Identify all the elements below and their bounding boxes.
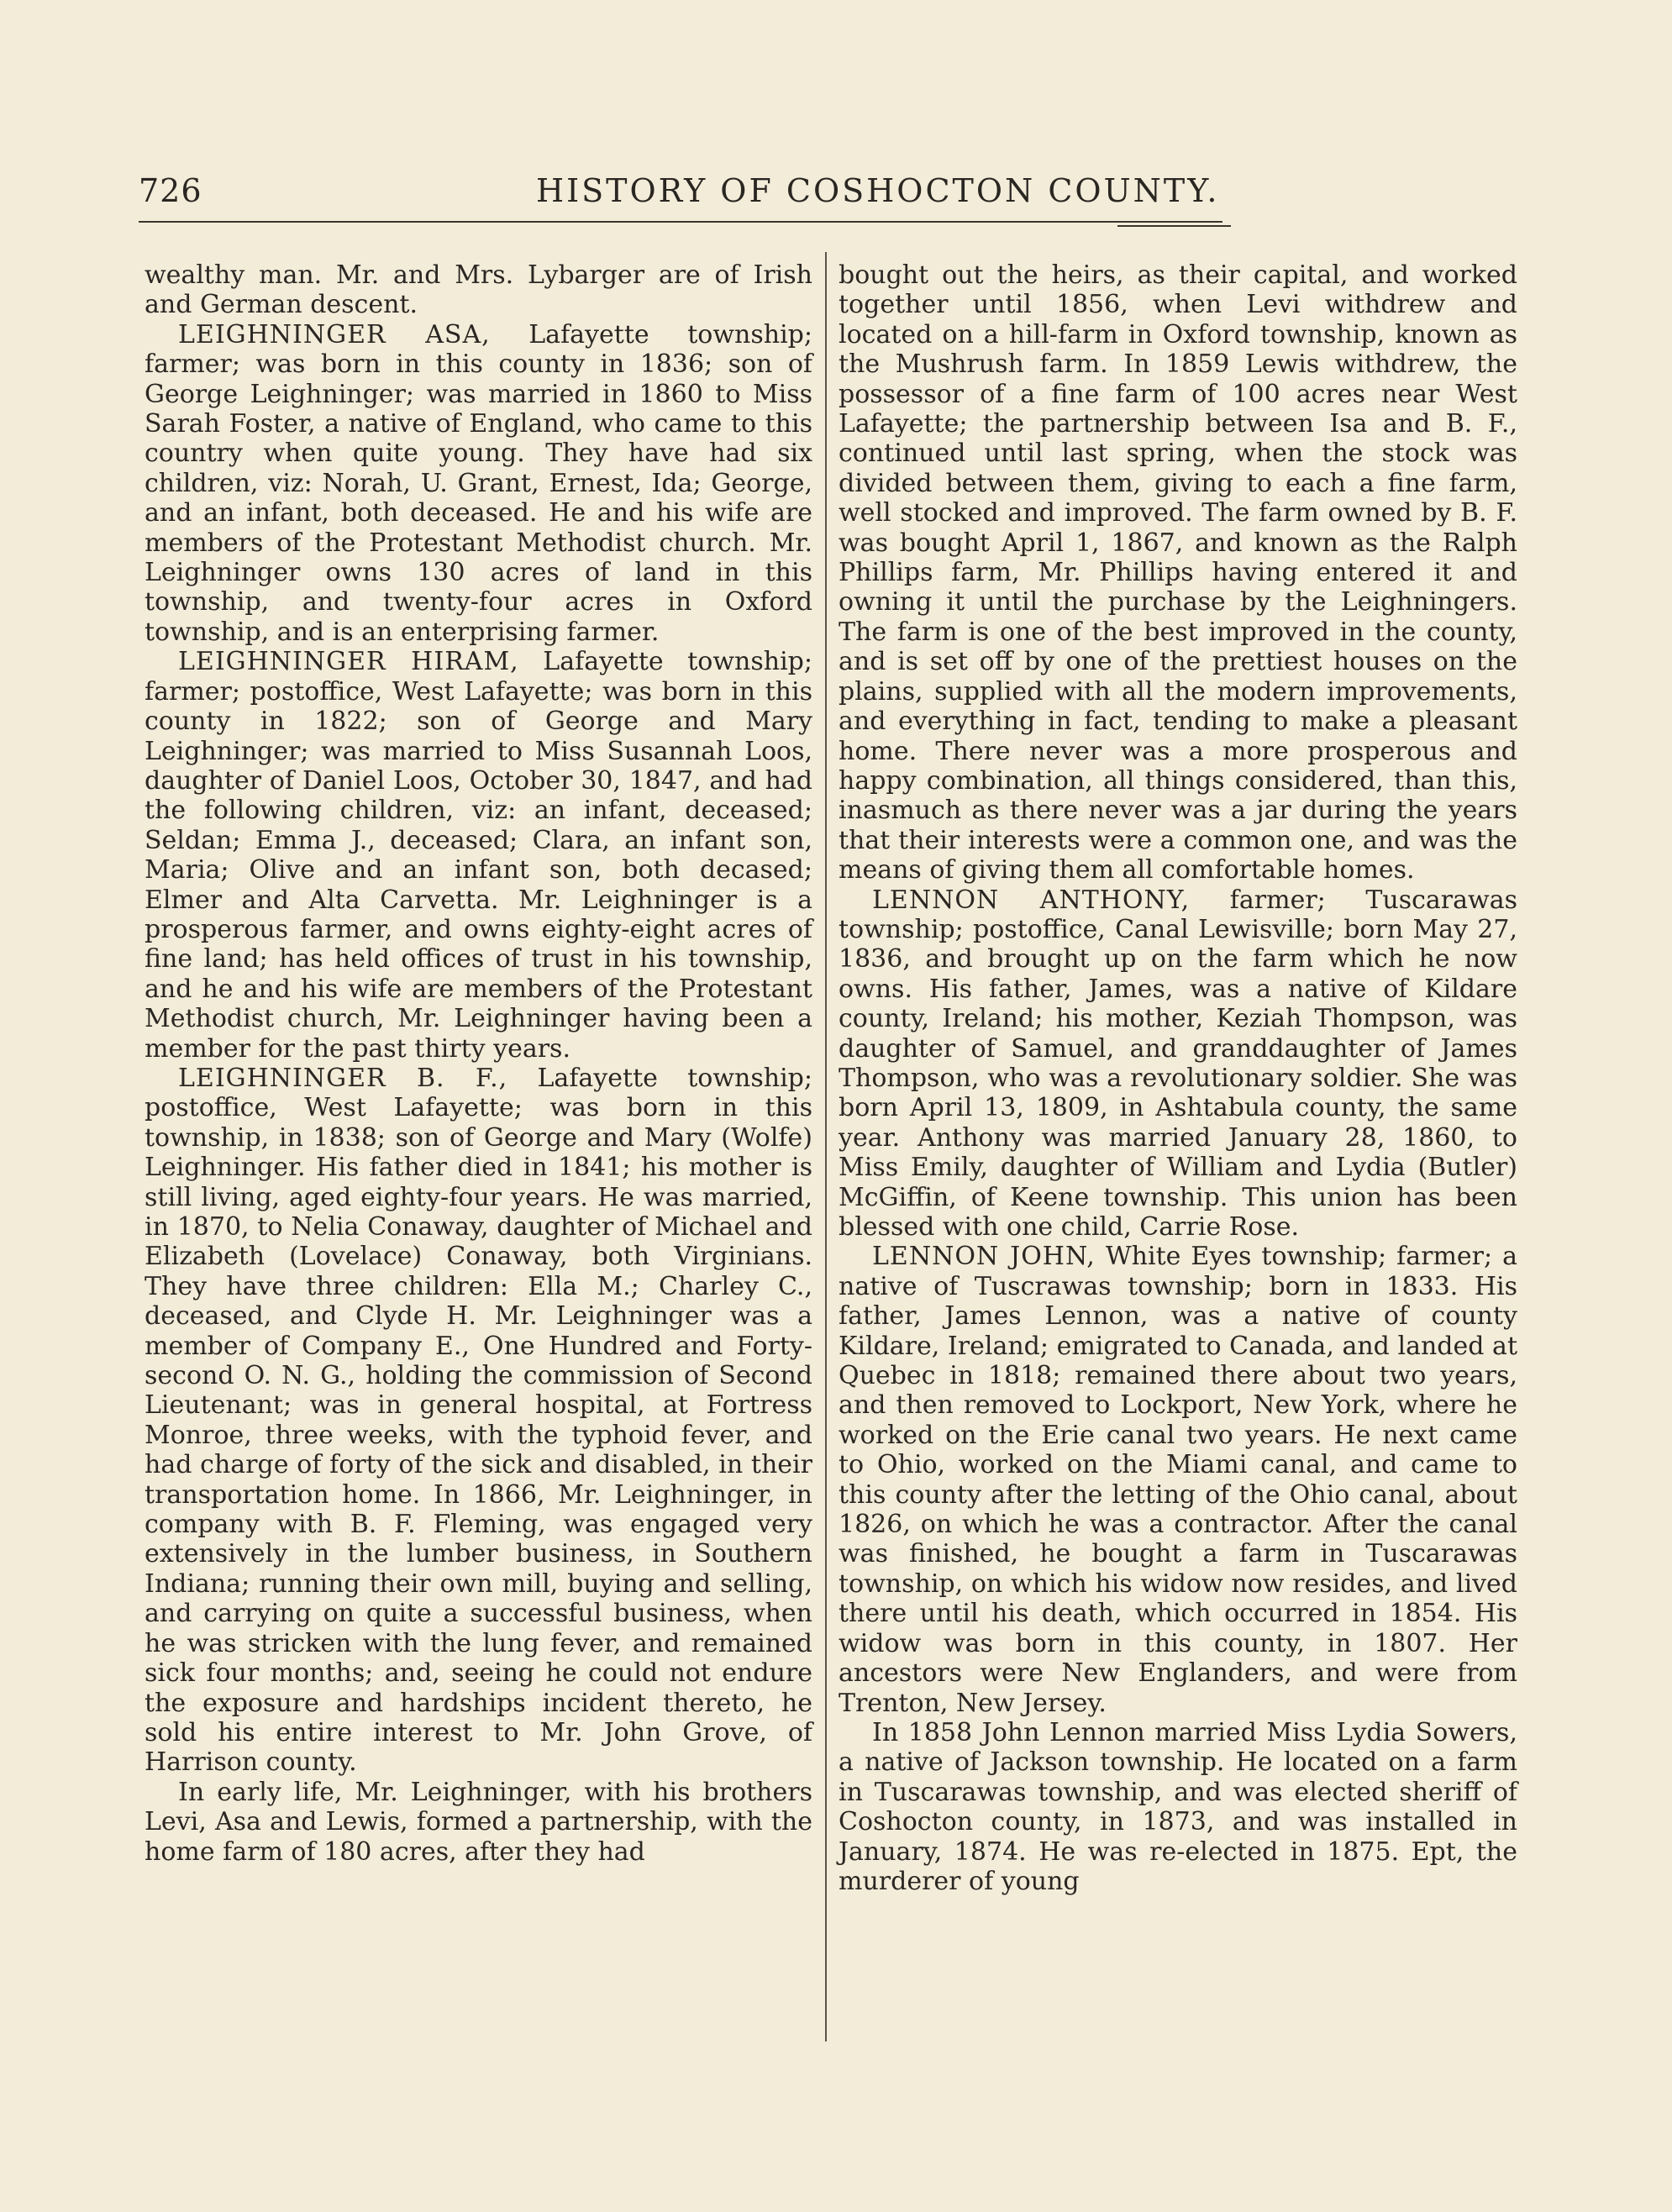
entry-text: White Eyes township; farmer; a native of Tuscrawas township; born in 1833. His father, James Lennon, was a native of county Kildare, Ireland; emigrated to Canada, and landed at Quebec in 1818; remained there about two years, and then removed to Lockport, New York, where he worked on the Erie canal two years. He next came to Ohio, worked on the Miami canal, and came to this county after the letting of the Ohio canal, about 1826, on which he was a contractor. After the canal was finished, he bought a farm in Tuscarawas township, on which his widow now resides, and lived there until his death, which occurred in 1854. His widow was born in this county, in 1807. Her ancestors were New Englanders, and were from Trenton, New Jersey.: [839, 1242, 1518, 1718]
entry-name: LENNON JOHN,: [872, 1242, 1096, 1272]
entry-text: Lafayette township; farmer; postoffice, West Lafayette; was born in this county in 1822; son of George and Mary Leighninger; was married to Miss Susannah Loos, daughter of Daniel Loos, October 30, 1847, and had the following children, viz: an infant, deceased; Seldan; Emma J., deceased; Clara, an infant son, Maria; Olive and an infant son, both decased; Elmer and Alta Carvetta. Mr. Leighninger is a prosperous farmer, and owns eighty-eight acres of fine land; has held offices of trust in his township, and he and his wife are members of the Protestant Methodist church, Mr. Leighninger having been a member for the past thirty years.: [145, 647, 812, 1064]
header-rule: [139, 221, 1222, 223]
entry-text: Lafayette township; farmer; was born in this county in 1836; son of George Leighninger; was married in 1860 to Miss Sarah Foster, a native of England, who came to this country when quite young. They have had six children, viz: Norah, U. Grant, Ernest, Ida; George, and an infant, both deceased. He and his wife are members of the Protestant Methodist church. Mr. Leighninger owns 130 acres of land in this township, and twenty-four acres in Oxford township, and is an enterprising farmer.: [145, 319, 812, 647]
right-column: [839, 260, 1517, 1896]
entry-text: Lafayette township; postoffice, West Lafayette; was born in this township, in 1838; son of George and Mary (Wolfe) Leighninger. His father died in 1841; his mother is still living, aged eighty-four years. He was married, in 1870, to Nelia Conaway, daughter of Michael and Elizabeth (Lovelace) Conaway, both Virginians. They have three children: Ella M.; Charley C., deceased, and Clyde H. Mr. Leighninger was a member of Company E., One Hundred and Forty-second O. N. G., holding the commission of Second Lieutenant; was in general hospital, at Fortress Monroe, three weeks, with the typhoid fever, and had charge of forty of the sick and disabled, in their transportation home. In 1866, Mr. Leighninger, in company with B. F. Fleming, was engaged very extensively in the lumber business, in Southern Indiana; running their own mill, buying and selling, and carrying on quite a successful business, when he was stricken with the lung fever, and remained sick four months; and, seeing he could not endure the exposure and hardships incident thereto, he sold his entire interest to Mr. John Grove, of Harrison county.: [145, 1063, 812, 1778]
paragraph: In 1858 John Lennon married Miss Lydia Sowers, a native of Jackson township. He located on a farm in Tuscarawas township, and was elected sheriff of Coshocton county, in 1873, and was installed in January, 1874. He was re-elected in 1875. Ept, the murderer of young: [839, 1717, 1517, 1896]
paragraph: In early life, Mr. Leighninger, with his brothers Levi, Asa and Lewis, formed a partnership, with the home farm of 180 acres, after they had: [145, 1777, 812, 1867]
entry-name: LEIGHNINGER HIRAM,: [178, 647, 519, 677]
entry-name: LEIGHNINGER ASA,: [178, 319, 491, 349]
running-head: [139, 172, 1231, 223]
entry-text: farmer; Tuscarawas township; postoffice, Canal Lewisville; born May 27, 1836, and brought up on the farm which he now owns. His father, James, was a native of Kildare county, Ireland; his mother, Keziah Thompson, was daughter of Samuel, and granddaughter of James Thompson, who was a revolutionary soldier. She was born April 13, 1809, in Ashtabula county, the same year. Anthony was married January 28, 1860, to Miss Emily, daughter of William and Lydia (Butler) McGiffin, of Keene township. This union has been blessed with one child, Carrie Rose.: [839, 885, 1517, 1242]
paragraph-continuation: bought out the heirs, as their capital, and worked together until 1856, when Levi withdrew and located on a hill-farm in Oxford township, known as the Mushrush farm. In 1859 Lewis withdrew, the possessor of a fine farm of 100 acres near West Lafayette; the partnership between Isa and B. F., continued until last spring, when the stock was divided between them, giving to each a fine farm, well stocked and improved. The farm owned by B. F. was bought April 1, 1867, and known as the Ralph Phillips farm, Mr. Phillips having entered it and owning it until the purchase by the Leighningers. The farm is one of the best improved in the county, and is set off by one of the prettiest houses on the plains, supplied with all the modern improvements, and everything in fact, tending to make a pleasant home. There never was a more prosperous and happy combination, all things considered, than this, inasmuch as there never was a jar during the years that their interests were a common one, and was the means of giving them all comfortable homes.: [839, 260, 1517, 885]
column-divider: [825, 252, 827, 2041]
entry-name: LEIGHNINGER B. F.,: [178, 1063, 508, 1093]
paragraph-continuation: wealthy man. Mr. and Mrs. Lybarger are of Irish and German descent.: [145, 260, 812, 320]
biography-entry-john: [839, 1242, 1517, 1718]
left-column: [145, 260, 812, 1867]
biography-entry-asa: [145, 320, 812, 647]
entry-name: LENNON ANTHONY,: [872, 885, 1191, 915]
biography-entry-bf: [145, 1064, 812, 1778]
page-number: 726: [139, 172, 202, 209]
biography-entry-hiram: [145, 647, 812, 1064]
page-title: HISTORY OF COSHOCTON COUNTY.: [536, 172, 1220, 209]
header-rule-right: [1117, 225, 1231, 227]
biography-entry-anthony: [839, 885, 1517, 1243]
